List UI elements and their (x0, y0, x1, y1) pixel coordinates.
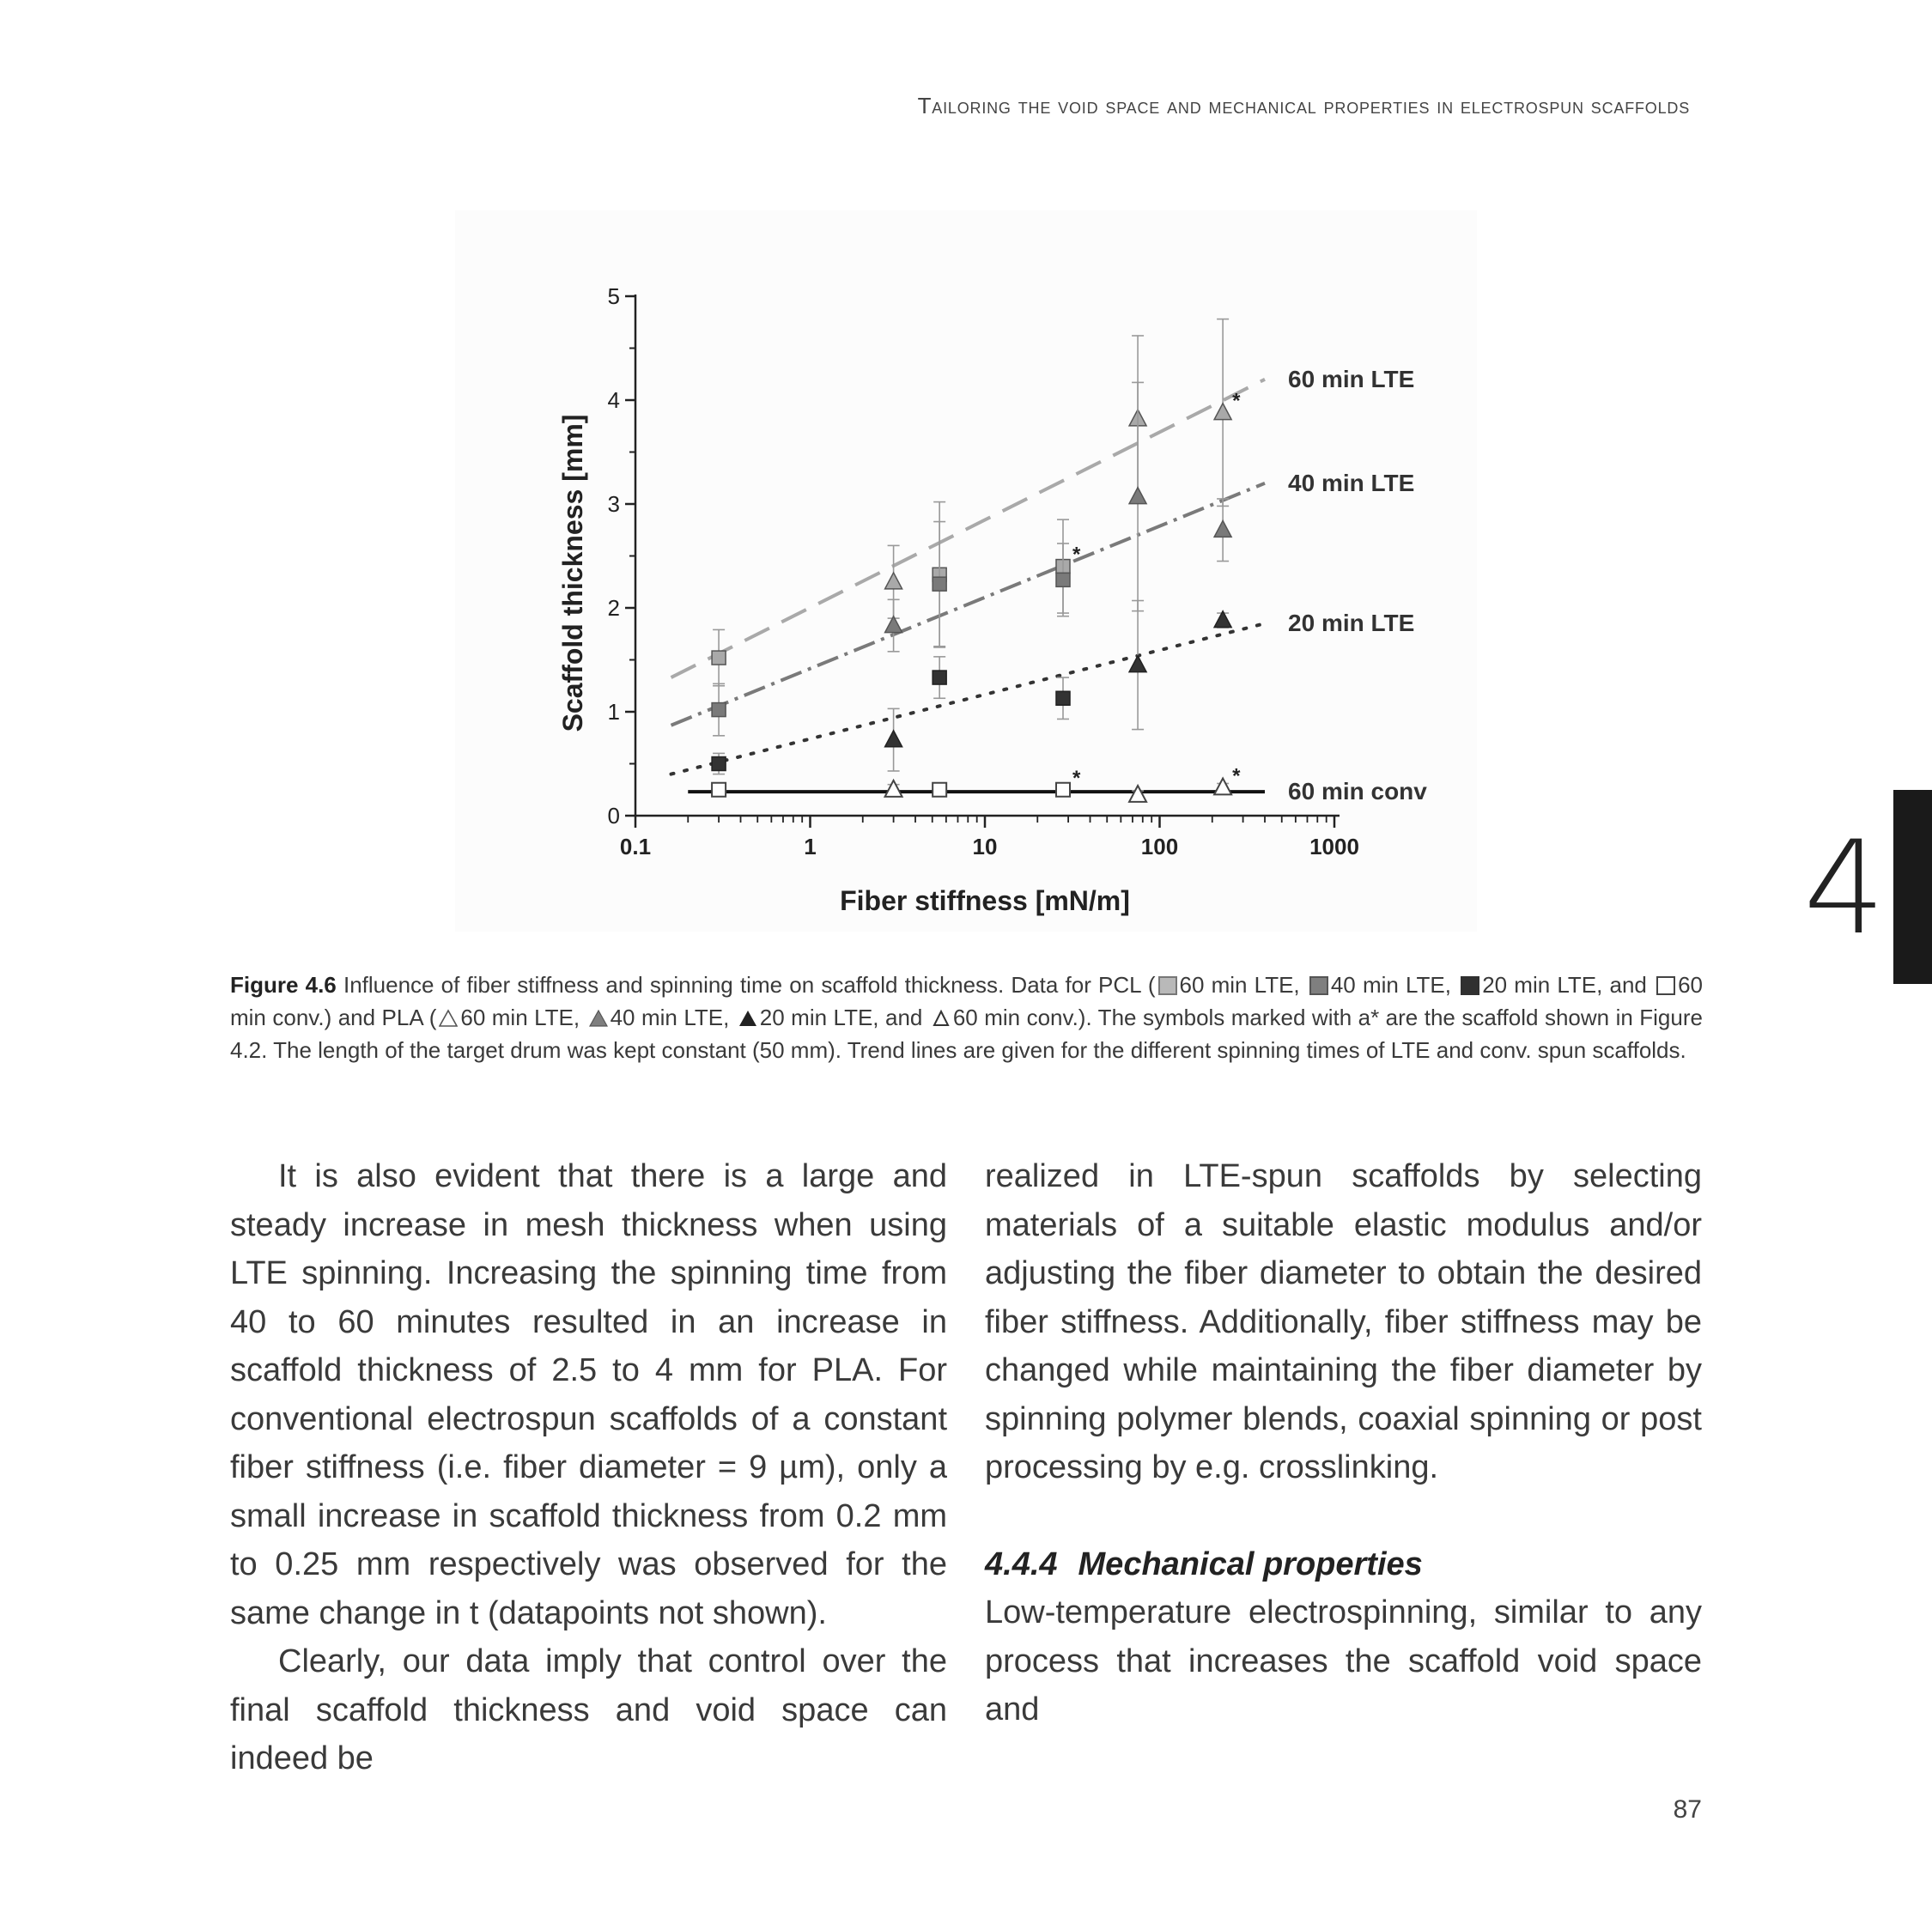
legend-dark-triangle-icon (738, 1009, 757, 1028)
y-axis-label: Scaffold thickness [mm] (557, 414, 588, 732)
legend-mid-square-icon (1309, 976, 1328, 995)
x-tick-label: 0.1 (619, 834, 652, 859)
data-point-triangle (1129, 488, 1146, 504)
trend-line-label: 60 min LTE (1288, 365, 1415, 392)
legend-open-square-icon (1656, 976, 1675, 995)
y-tick-label: 2 (607, 595, 620, 621)
data-point-square (1056, 691, 1070, 705)
trend-line-label: 20 min LTE (1288, 610, 1415, 637)
data-point-square (933, 671, 946, 684)
data-point-triangle (885, 573, 902, 589)
data-point-square (1056, 573, 1070, 586)
caption-pcl-20: 20 min LTE, and (1482, 972, 1647, 998)
data-point-triangle (885, 731, 902, 747)
data-point-square (933, 577, 946, 591)
caption-pla-20: 20 min LTE, and (759, 1005, 923, 1030)
data-point-square (1056, 783, 1070, 797)
y-tick-label: 1 (607, 699, 620, 725)
star-marker: * (1072, 543, 1081, 567)
data-point-square (712, 651, 726, 665)
y-tick-label: 4 (607, 387, 620, 413)
data-point-triangle (885, 780, 902, 797)
trend-line-label: 40 min LTE (1288, 469, 1415, 496)
trend-line (671, 483, 1265, 726)
paragraph: Clearly, our data imply that control over the final scaffold thickness and void space can indeed be (230, 1643, 947, 1776)
x-tick-label: 10 (972, 834, 998, 859)
trend-line (671, 380, 1265, 677)
body-column-right (985, 1152, 1702, 1734)
data-point-triangle (1129, 656, 1146, 672)
paragraph: Low-temperature electrospinning, similar to any process that increases the scaffold void space and (985, 1594, 1702, 1728)
figure-label: Figure 4.6 (230, 972, 337, 998)
trend-line-label: 60 min conv (1288, 778, 1427, 805)
trend-line (671, 623, 1265, 774)
data-point-triangle (1214, 404, 1231, 420)
caption-text-1: Influence of fiber stiffness and spinning time on scaffold thickness. Data for PCL ( (343, 972, 1156, 998)
star-marker: * (1072, 766, 1081, 790)
star-marker: * (1232, 389, 1241, 413)
chapter-tab (1893, 790, 1932, 984)
star-marker: * (1232, 764, 1241, 788)
caption-pcl-60: 60 min LTE, (1179, 972, 1300, 998)
figure-caption (230, 969, 1703, 1066)
legend-open-triangle-icon (932, 1009, 951, 1028)
data-point-square (933, 783, 946, 797)
body-column-left (230, 1152, 947, 1783)
caption-pla-40: 40 min LTE, (610, 1005, 730, 1030)
page-number: 87 (1673, 1795, 1702, 1824)
section-title: Mechanical properties (1078, 1545, 1423, 1582)
caption-text-2: 60 min conv.). The symbols marked with a* are the scaffold shown in Figure 4.2. The length of the target drum was kept constant (50 mm). Trend lines are given for the different spinning times of LTE and conv. spun scaffolds. (230, 1005, 1703, 1063)
caption-pcl-conv: 60 min conv.) and PLA ( (230, 972, 1703, 1030)
data-point-square (712, 783, 726, 797)
data-point-triangle (1214, 520, 1231, 537)
caption-pla-60: 60 min LTE, (460, 1005, 580, 1030)
x-tick-label: 100 (1140, 834, 1179, 859)
running-header: Tailoring the void space and mechanical properties in electrospun scaffolds (917, 93, 1690, 118)
legend-mid-triangle-icon (589, 1009, 608, 1028)
legend-light-triangle-icon (439, 1009, 458, 1028)
section-number: 4.4.4 (985, 1545, 1058, 1582)
scatter-chart (455, 210, 1477, 932)
data-point-triangle (1214, 779, 1231, 795)
legend-dark-square-icon (1461, 976, 1479, 995)
y-tick-label: 0 (607, 803, 620, 829)
y-tick-label: 5 (607, 283, 620, 309)
paragraph: It is also evident that there is a large and steady increase in mesh thickness when using LTE spinning. Increasing the spinning time from 40 to 60 minutes resulted in an increase in scaffold thickness of 2.5 to 4 mm for PLA. For conventional electrospun scaffolds of a constant fiber stiffness (i.e. fiber diameter = 9 µm), only a small increase in scaffold thickness from 0.2 mm to 0.25 mm respectively was observed for the same change in t (datapoints not shown). (230, 1158, 947, 1631)
caption-pcl-40: 40 min LTE, (1330, 972, 1451, 998)
figure (455, 210, 1477, 932)
paragraph: realized in LTE-spun scaffolds by selecting materials of a suitable elastic modulus and/or adjusting the fiber diameter to obtain the desired fiber stiffness. Additionally, fiber stiffness may be changed while maintaining the fiber diameter by spinning polymer blends, coaxial spinning or post processing by e.g. crosslinking. (985, 1158, 1702, 1485)
x-tick-label: 1 (804, 834, 817, 859)
x-tick-label: 1000 (1309, 834, 1359, 859)
section-heading (985, 1540, 1702, 1589)
chapter-number: 4 (1803, 814, 1886, 963)
data-point-square (712, 757, 726, 771)
data-point-square (712, 703, 726, 717)
legend-light-square-icon (1158, 976, 1177, 995)
x-axis-label: Fiber stiffness [mN/m] (840, 885, 1130, 916)
data-point-triangle (1129, 786, 1146, 802)
y-tick-label: 3 (607, 491, 620, 517)
